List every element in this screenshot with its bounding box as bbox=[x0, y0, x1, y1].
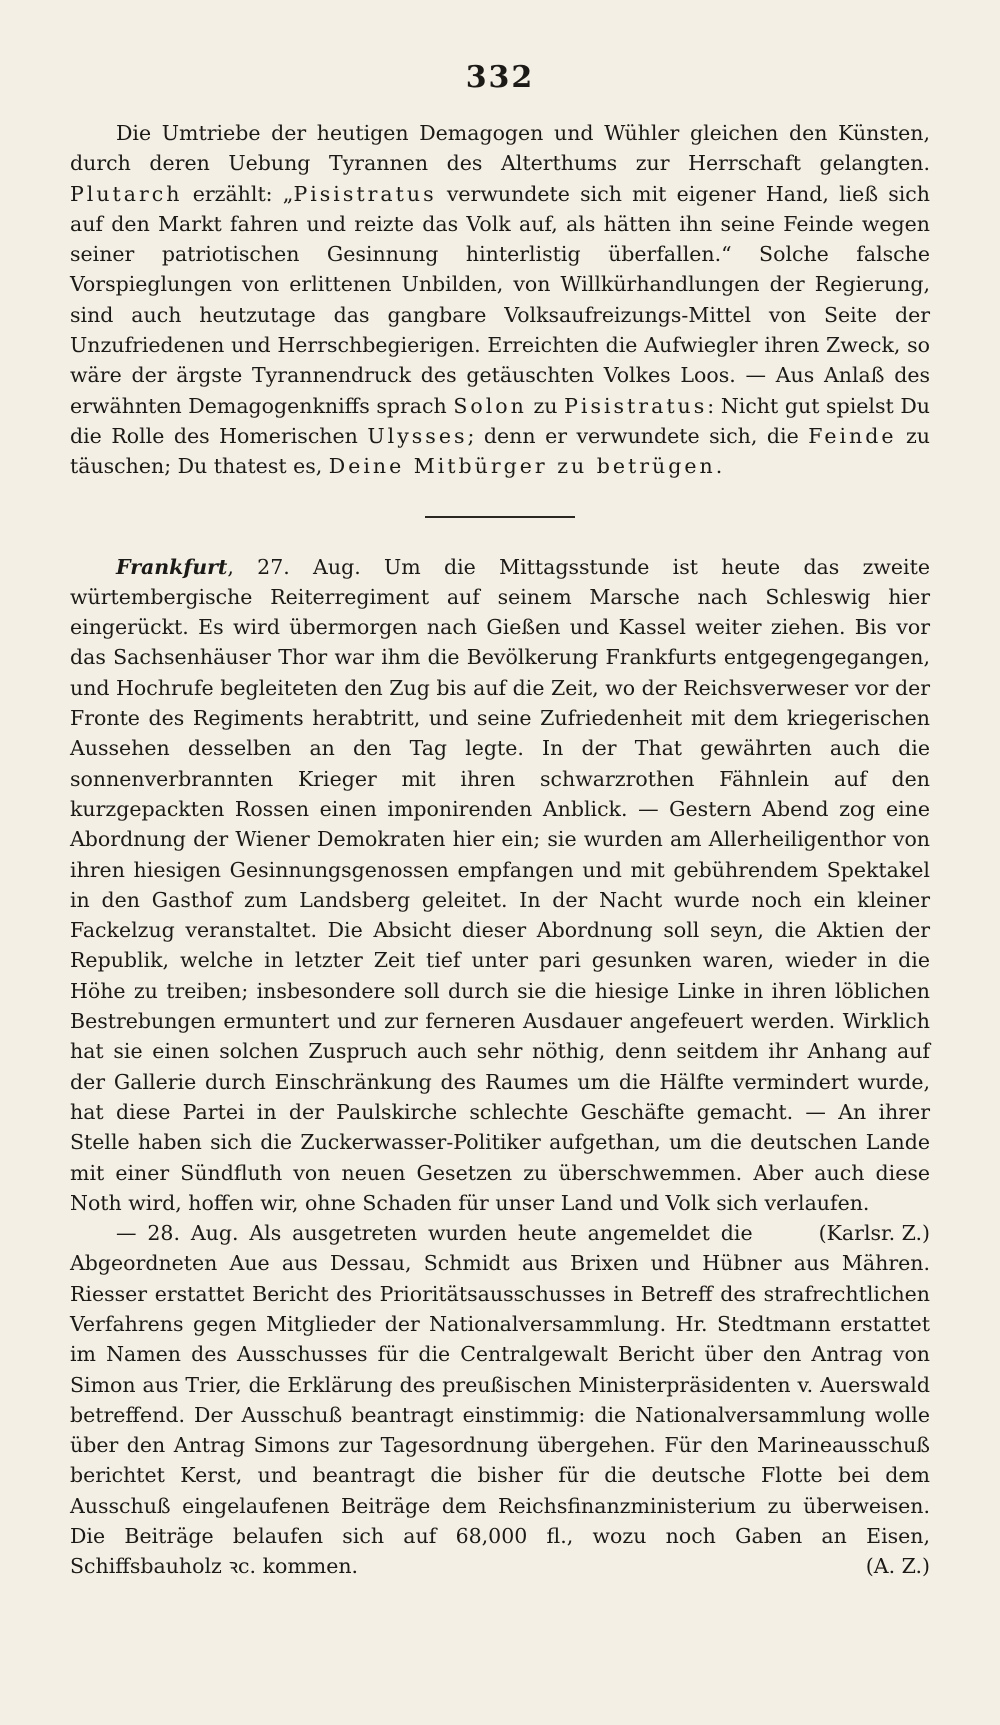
dateline-date: , 27. Aug. bbox=[227, 554, 384, 579]
article-demagogues-lead: Die Umtriebe der heutigen Demagogen und Wühler gleichen den Künsten, durch deren Uebung Tyrannen des Alterthums zur Herrschaft gelangten. bbox=[70, 121, 930, 176]
emphasis-feinde: Feinde bbox=[808, 423, 897, 448]
dateline-place: Frankfurt bbox=[116, 554, 228, 579]
name-pisistratus: Pisistratus bbox=[564, 393, 708, 418]
name-ulysses: Ulysses bbox=[367, 423, 468, 448]
article-assembly-body: Als ausgetreten wurden heute angemeldet die Abgeordneten Aue aus Dessau, Schmidt aus Brixen und Hübner aus Mähren. Riesser erstattet Bericht des Prioritätsausschusses in Betreff des strafrechtlichen Verfahrens gegen Mitglieder der Nationalversammlung. Hr. Stedtmann erstattet im Namen des Ausschusses für die Centralgewalt Bericht über den Antrag von Simon aus Trier, die Erklärung des preußischen Ministerpräsidenten v. Auerswald betreffend. Der Ausschuß beantragt einstimmig: die Nationalversammlung wolle über den Antrag Simons zur Tagesordnung übergehen. Für den Marineausschuß berichtet Kerst, und beantragt die bisher für die deutsche Flotte bei dem Ausschuß eingelaufenen Beiträge dem Reichsfinanzministerium zu überweisen. Die Beiträge belaufen sich auf 68,000 fl., wozu noch Gaben an Eisen, Schiffsbauholz ꝛc. kommen. bbox=[70, 1221, 930, 1579]
article-assembly bbox=[70, 1218, 930, 1582]
text-fragment: ; denn er verwundete sich, die bbox=[467, 423, 809, 448]
source-attribution: (Karlsr. Z.) bbox=[818, 1221, 930, 1246]
page-number: 332 bbox=[465, 60, 535, 95]
emphasis-mitbuerger: Deine Mitbürger zu betrügen. bbox=[328, 454, 726, 479]
section-divider bbox=[425, 516, 575, 518]
text-fragment: erzählt: „ bbox=[182, 181, 294, 206]
dateline-date: — 28. Aug. bbox=[116, 1221, 250, 1246]
name-pisistratus: Pisistratus bbox=[293, 181, 437, 206]
article-frankfurt-body: Um die Mittagsstunde ist heute das zweite würtembergische Reiterregiment auf seinem Marsche nach Schleswig hier eingerückt. Es wird übermorgen nach Gießen und Kassel weiter ziehen. Bis vor das Sachsenhäuser Thor war ihm die Bevölkerung Frankfurts entgegengegangen, und Hochrufe begleiteten den Zug bis auf die Zeit, wo der Reichsverweser vor der Fronte des Regiments herabtritt, und seine Zufriedenheit mit dem kriegerischen Aussehen desselben an den Tag legte. In der That gewährten auch die sonnenverbrannten Krieger mit ihren schwarzrothen Fähnlein auf den kurzgepackten Rossen einen imponirenden Anblick. — Gestern Abend zog eine Abordnung der Wiener Demokraten hier ein; sie wurden am Allerheiligenthor von ihren hiesigen Gesinnungsgenossen empfangen und mit gebührendem Spektakel in den Gasthof zum Landsberg geleitet. In der Nacht wurde noch ein kleiner Fackelzug veranstaltet. Die Absicht dieser Abordnung soll seyn, die Aktien der Republik, welche in letzter Zeit tief unter pari gesunken waren, wieder in die Höhe zu treiben; insbesondere soll durch sie die hiesige Linke in ihren löblichen Bestrebungen ermuntert und zur ferneren Ausdauer angefeuert werden. Wirklich hat sie einen solchen Zuspruch auch sehr nöthig, denn seitdem ihr Anhang auf der Gallerie durch Einschränkung des Raumes um die Hälfte vermindert wurde, hat diese Partei in der Paulskirche schlechte Geschäfte gemacht. — An ihrer Stelle haben sich die Zuckerwasser-Politiker aufgethan, um die deutschen Lande mit einer Sündfluth von neuen Gesetzen zu überschwemmen. Aber auch diese Noth wird, hoffen wir, ohne Schaden für unser Land und Volk sich verlaufen. bbox=[70, 554, 930, 1215]
text-fragment: : Nicht gut spielst Du die Rolle des Homerischen bbox=[70, 393, 930, 448]
name-plutarch: Plutarch bbox=[70, 181, 183, 206]
text-fragment: verwundete sich mit eigener Hand, ließ sich auf den Markt fahren und reizte das Volk auf, als hätten ihn seine Feinde wegen seiner patriotischen Gesinnung hinterlistig überfallen.“ Solche falsche Vorspieglungen von erlittenen Unbilden, von Willkürhandlungen der Regierung, sind auch heutzutage das gangbare Volksaufreizungs-Mittel von Seite der Unzufriedenen und Herrschbegierigen. Erreichten die Aufwiegler ihren Zweck, so wäre der ärgste Tyrannendruck des getäuschten Volkes Loos. — Aus Anlaß des erwähnten Demagogenkniffs sprach bbox=[70, 181, 930, 418]
article-demagogues bbox=[70, 118, 930, 482]
name-solon: Solon bbox=[453, 393, 527, 418]
text-fragment: zu täuschen; Du thatest es, bbox=[70, 423, 931, 479]
text-fragment: zu bbox=[526, 393, 565, 418]
source-attribution: (A. Z.) bbox=[865, 1554, 930, 1579]
